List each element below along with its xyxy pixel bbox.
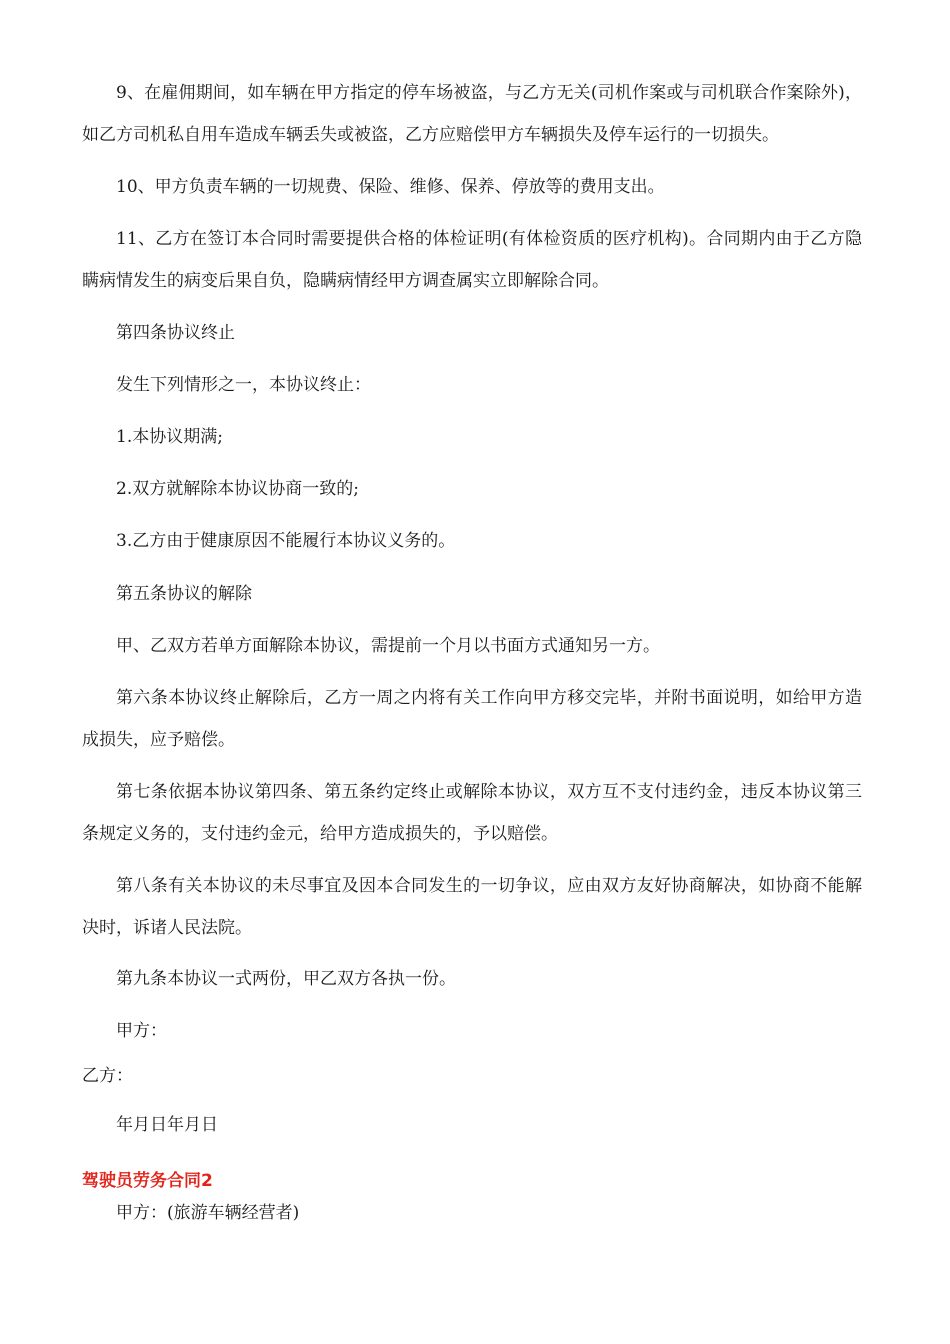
signature-party-b: 乙方：: [82, 1066, 133, 1086]
article-8: 第八条有关本协议的未尽事宜及因本合同发生的一切争议，应由双方友好协商解决，如协商不能解决时，诉诸人民法院。: [82, 876, 862, 938]
article-4-title: 第四条协议终止: [116, 323, 235, 343]
contract-2-party-a: 甲方：(旅游车辆经营者): [116, 1203, 300, 1223]
article-4-item-2: 2.双方就解除本协议协商一致的;: [116, 479, 359, 499]
article-5-title: 第五条协议的解除: [116, 584, 252, 604]
signature-dates: 年月日年月日: [116, 1115, 218, 1135]
article-7: 第七条依据本协议第四条、第五条约定终止或解除本协议，双方互不支付违约金，违反本协议第三条规定义务的，支付违约金元，给甲方造成损失的，予以赔偿。: [82, 782, 862, 844]
article-9: 第九条本协议一式两份，甲乙双方各执一份。: [116, 969, 456, 989]
article-4-item-1: 1.本协议期满;: [116, 427, 223, 447]
clause-9: 9、在雇佣期间，如车辆在甲方指定的停车场被盗，与乙方无关(司机作案或与司机联合作案除外)，如乙方司机私自用车造成车辆丢失或被盗，乙方应赔偿甲方车辆损失及停车运行的一切损失。: [82, 83, 862, 145]
article-5-body: 甲、乙双方若单方面解除本协议，需提前一个月以书面方式通知另一方。: [116, 636, 660, 656]
article-4-intro: 发生下列情形之一，本协议终止：: [116, 375, 371, 395]
signature-party-a: 甲方：: [116, 1021, 167, 1041]
contract-2-title: 驾驶员劳务合同2: [82, 1171, 213, 1191]
article-6: 第六条本协议终止解除后，乙方一周之内将有关工作向甲方移交完毕，并附书面说明，如给甲方造成损失，应予赔偿。: [82, 688, 862, 750]
clause-10: 10、甲方负责车辆的一切规费、保险、维修、保养、停放等的费用支出。: [116, 177, 665, 197]
clause-11: 11、乙方在签订本合同时需要提供合格的体检证明(有体检资质的医疗机构)。合同期内由于乙方隐瞒病情发生的病变后果自负，隐瞒病情经甲方调查属实立即解除合同。: [82, 229, 862, 291]
article-4-item-3: 3.乙方由于健康原因不能履行本协议义务的。: [116, 531, 456, 551]
